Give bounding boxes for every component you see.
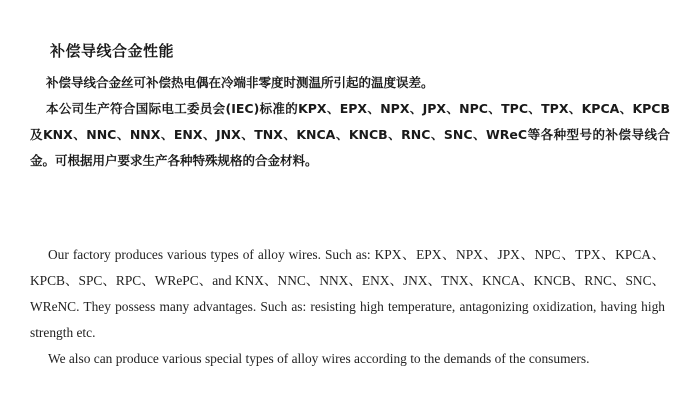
chinese-paragraph-2: 本公司生产符合国际电工委员会(IEC)标准的KPX、EPX、NPX、JPX、NPC、TPC、TPX、KPCA、KPCB及KNX、NNC、NNX、ENX、JNX、TNX、KNCA、KNCB、RNC、SNC、WReC等各种型号的补偿导线合金。可根据用户要求生产各种特殊规格的合金材料。 xyxy=(30,101,670,168)
chinese-description xyxy=(30,70,670,174)
section-title: 补偿导线合金性能 xyxy=(50,42,175,60)
chinese-paragraph-1: 补偿导线合金丝可补偿热电偶在冷端非零度时测温所引起的温度误差。 xyxy=(46,75,434,90)
english-paragraph-1: Our factory produces various types of alloy wires. Such as: KPX、EPX、NPX、JPX、NPC、TPX、KPCA、KPCB、SPC、RPC、WRePC、and KNX、NNC、NNX、ENX、JNX、TNX、KNCA、KNCB、RNC、SNC、WReNC. They possess many advantages. Such as: resisting high temperature, antagonizing oxidization, having high strength etc. xyxy=(30,247,665,340)
english-description xyxy=(30,242,665,372)
english-paragraph-2: We also can produce various special types of alloy wires according to the demands of the consumers. xyxy=(48,351,590,366)
